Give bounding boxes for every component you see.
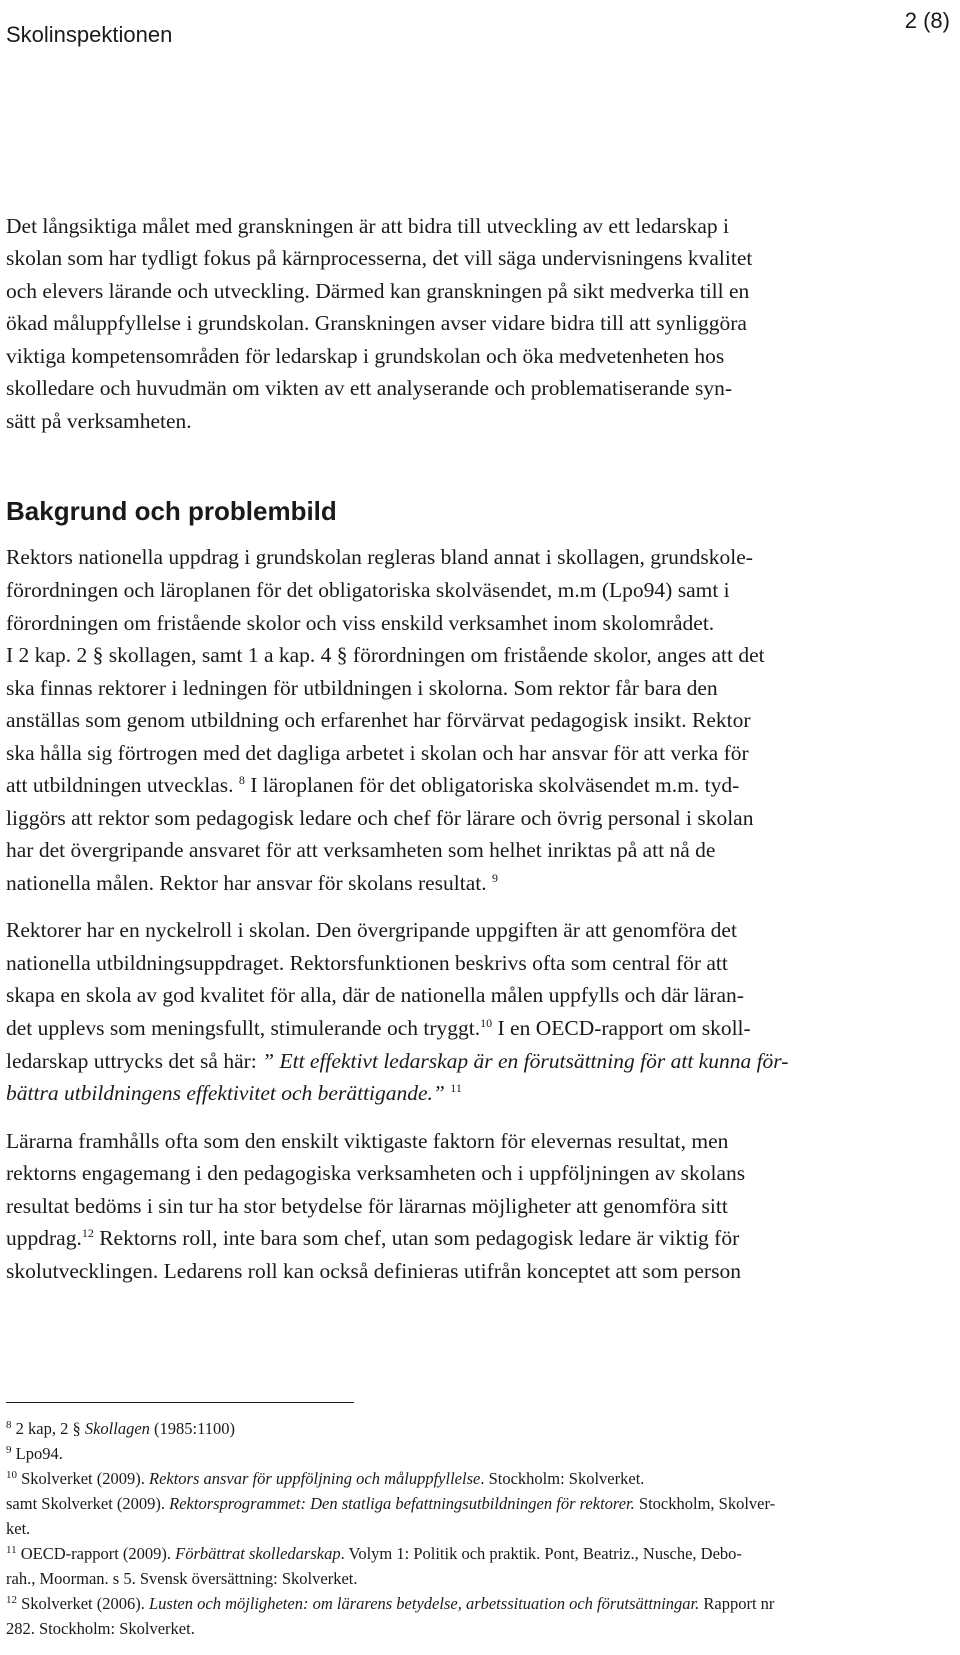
footnote-separator xyxy=(6,1402,354,1403)
text-line: skapa en skola av god kvalitet för alla, där de nationella målen uppfylls och där läran- xyxy=(6,983,744,1007)
footnote-ref-11: 11 xyxy=(450,1081,462,1095)
text-line: uppdrag.$^{12}$ Rektorns roll, inte bara som chef, utan som pedagogisk ledare är viktig för xyxy=(6,1226,740,1250)
footnote-ref-9: 9 xyxy=(492,871,498,885)
text-line: resultat bedöms i sin tur ha stor betydelse för lärarnas möjligheter att genomföra sitt xyxy=(6,1194,728,1218)
text-line: sätt på verksamheten. xyxy=(6,409,192,433)
page-header xyxy=(6,8,950,54)
text-line: det upplevs som meningsfullt, stimulerande och tryggt.$^{10}$ I en OECD-rapport om skoll- xyxy=(6,1016,751,1040)
quote-text: ” Ett effektivt ledarskap är en förutsättning för att kunna för- xyxy=(262,1049,789,1073)
text-line: nationella utbildningsuppdraget. Rektorsfunktionen beskrivs ofta som central för att xyxy=(6,951,728,975)
text-line: förordningen om fristående skolor och viss enskild verksamhet inom skolområdet. xyxy=(6,611,715,635)
text-line: skolan som har tydligt fokus på kärnprocesserna, det vill säga undervisningens kvalitet xyxy=(6,246,753,270)
footnote-10-cont: samt Skolverket (2009). Rektorsprogrammet: Den statliga befattningsutbildningen för rektorer. Stockholm, Skolver- xyxy=(6,1494,776,1513)
footnote-ref-8: 8 xyxy=(238,773,245,787)
text-line: och elevers lärande och utveckling. Därmed kan granskningen på sikt medverka till en xyxy=(6,279,750,303)
text-line: skolledare och huvudmän om vikten av ett analyserande och problematiserande syn- xyxy=(6,376,732,400)
footnote-12: $^{12}$ Skolverket (2006). Lusten och möjligheten: om lärarens betydelse, arbetssituation och förutsättningar. Rapport nr xyxy=(6,1594,775,1613)
text-line: att utbildningen utvecklas. $^8$ I läroplanen för det obligatoriska skolväsendet m.m. tyd- xyxy=(6,773,740,797)
text-line: har det övergripande ansvaret för att verksamheten som helhet inriktas på att nå de xyxy=(6,838,716,862)
text-line xyxy=(6,1081,462,1106)
footnote-11: $^{11}$ OECD-rapport (2009). Förbättrat skolledarskap. Volym 1: Politik och praktik. Pont, Beatriz., Nusche, Debo- xyxy=(6,1544,742,1563)
footnote-ref-12: 12 xyxy=(81,1226,94,1240)
section-heading: Bakgrund och problembild xyxy=(6,496,337,526)
text-line: ledarskap uttrycks det så här: ” Ett effektivt ledarskap är en förutsättning för att kunna för- xyxy=(6,1049,789,1073)
organization-name: Skolinspektionen xyxy=(6,22,173,47)
footnote-11-cont: rah., Moorman. s 5. Svensk översättning: Skolverket. xyxy=(6,1569,358,1588)
text-line: ska finnas rektorer i ledningen för utbildningen i skolorna. Som rektor får bara den xyxy=(6,676,718,700)
text-line: ska hålla sig förtrogen med det dagliga arbetet i skolan och har ansvar för att verka för xyxy=(6,741,749,765)
text-line: nationella målen. Rektor har ansvar för skolans resultat. $^9$ xyxy=(6,871,498,895)
text-line: Rektors nationella uppdrag i grundskolan regleras bland annat i skollagen, grundskole- xyxy=(6,545,753,569)
text-line: Det långsiktiga målet med granskningen är att bidra till utveckling av ett ledarskap i xyxy=(6,214,730,238)
text-line: ökad måluppfyllelse i grundskolan. Granskningen avser vidare bidra till att synliggöra xyxy=(6,311,747,335)
footnote-8: $^8$ 2 kap, 2 § Skollagen (1985:1100) xyxy=(6,1419,235,1438)
text-line: anställas som genom utbildning och erfarenhet har förvärvat pedagogisk insikt. Rektor xyxy=(6,708,751,732)
text-line: Rektorer har en nyckelroll i skolan. Den övergripande uppgiften är att genomföra det xyxy=(6,918,737,942)
text-line: skolutvecklingen. Ledarens roll kan också definieras utifrån konceptet att som person xyxy=(6,1259,741,1283)
text-line: I 2 kap. 2 § skollagen, samt 1 a kap. 4 § förordningen om fristående skolor, anges att det xyxy=(6,643,765,667)
footnote-10-cont2: ket. xyxy=(6,1519,31,1538)
text-line: viktiga kompetensområden för ledarskap i grundskolan och öka medvetenheten hos xyxy=(6,344,725,368)
text-line: Lärarna framhålls ofta som den enskilt viktigaste faktorn för elevernas resultat, men xyxy=(6,1129,729,1153)
footnote-10: $^{10}$ Skolverket (2009). Rektors ansvar för uppföljning och måluppfyllelse. Stockholm: Skolverket. xyxy=(6,1469,645,1488)
footnote-12-cont: 282. Stockholm: Skolverket. xyxy=(6,1619,195,1638)
footnote-ref-10: 10 xyxy=(480,1016,493,1030)
text-line: liggörs att rektor som pedagogisk ledare och chef för lärare och övrig personal i skolan xyxy=(6,806,754,830)
text-line: förordningen och läroplanen för det obligatoriska skolväsendet, m.m (Lpo94) samt i xyxy=(6,578,730,602)
quote-text: bättra utbildningens effektivitet och berättigande.” xyxy=(6,1081,445,1105)
footnote-9: $^9$ Lpo94. xyxy=(6,1444,63,1463)
text-line: rektorns engagemang i den pedagogiska verksamheten och i uppföljningen av skolans xyxy=(6,1161,746,1185)
page-number: 2 (8) xyxy=(904,8,950,33)
